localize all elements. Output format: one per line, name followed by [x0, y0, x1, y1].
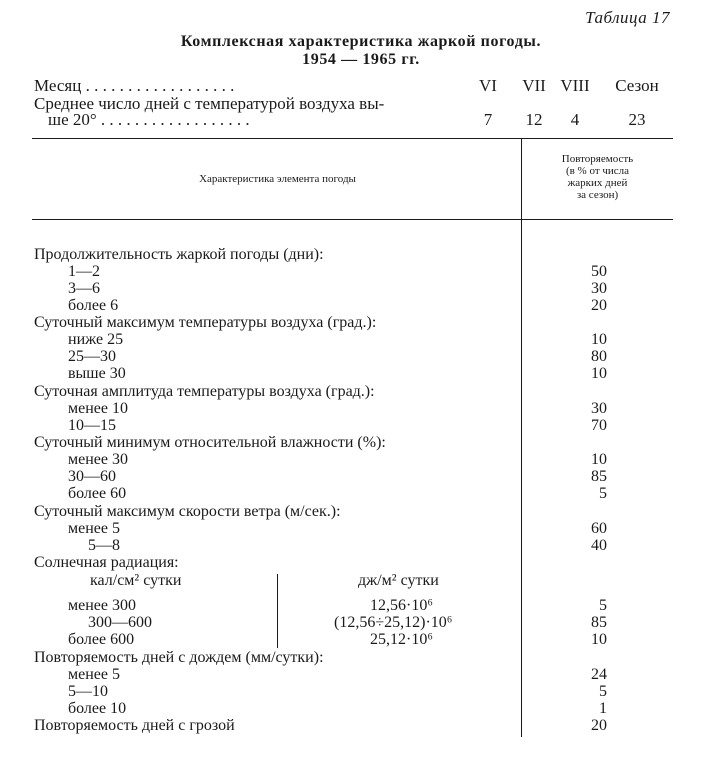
row-duration-1-2: 1—2: [68, 263, 100, 280]
row-duration-3-6: 3—6: [68, 280, 100, 297]
value-humidity-30-60: 85: [591, 468, 607, 485]
days-season: 23: [628, 110, 646, 129]
column-header-repeat-4: за сезон): [576, 189, 619, 201]
row-min-humidity: Суточный минимум относительной влажности (%):: [34, 434, 386, 451]
row-rain-below-5: менее 5: [68, 666, 120, 683]
joule-radiation-above-600: 25,12·10⁶: [370, 631, 433, 648]
row-rain-5-10: 5—10: [68, 683, 108, 700]
row-radiation-below-300: менее 300: [68, 597, 136, 614]
row-thunderstorm-days: Повторяемость дней с грозой: [34, 717, 235, 734]
row-wind-below-5: менее 5: [68, 520, 120, 537]
row-max-temp: Суточный максимум температуры воздуха (град.):: [34, 314, 377, 331]
row-max-temp-above-30: выше 30: [68, 365, 126, 382]
value-duration-over-6: 20: [591, 297, 607, 314]
value-radiation-300-600: 85: [591, 614, 607, 631]
days-label-line1: Среднее число дней с температурой воздуха вы-: [34, 94, 385, 113]
value-humidity-below-30: 10: [591, 451, 607, 468]
value-rain-below-5: 24: [591, 666, 607, 683]
value-wind-below-5: 60: [591, 520, 607, 537]
radiation-unit-joule: дж/м² сутки: [358, 572, 439, 589]
row-amplitude-below-10: менее 10: [68, 400, 128, 417]
value-humidity-above-60: 5: [599, 485, 607, 502]
row-rain-days: Повторяемость дней с дождем (мм/сутки):: [34, 649, 324, 666]
column-header-repeat-2: (в % от числа: [565, 165, 630, 177]
value-amplitude-10-15: 70: [591, 417, 607, 434]
days-label-line2: ше 20° . . . . . . . . . . . . . . . . . .: [48, 110, 250, 129]
value-duration-1-2: 50: [591, 263, 607, 280]
row-radiation-above-600: более 600: [68, 631, 135, 648]
row-solar-radiation: Солнечная радиация:: [34, 554, 179, 571]
month-vii: VII: [522, 76, 546, 95]
row-max-wind: Суточный максимум скорости ветра (м/сек.):: [34, 503, 341, 520]
row-humidity-above-60: более 60: [68, 485, 127, 502]
radiation-unit-cal: кал/см² сутки: [90, 572, 182, 589]
month-vi: VI: [479, 76, 497, 95]
table-title: Комплексная характеристика жаркой погоды.: [180, 33, 542, 50]
column-header-characteristic: Характеристика элемента погоды: [199, 173, 356, 185]
season-header: Сезон: [615, 76, 659, 95]
value-rain-5-10: 5: [599, 683, 607, 700]
row-temp-amplitude: Суточная амплитуда температуры воздуха (град.):: [34, 383, 375, 400]
row-humidity-30-60: 30—60: [68, 468, 116, 485]
value-radiation-above-600: 10: [591, 631, 607, 648]
value-rain-above-10: 1: [599, 700, 607, 717]
row-wind-5-8: 5—8: [88, 537, 120, 554]
value-max-temp-below-25: 10: [591, 331, 607, 348]
value-duration-3-6: 30: [591, 280, 607, 297]
joule-radiation-300-600: (12,56÷25,12)·10⁶: [334, 614, 453, 631]
radiation-units-divider: [277, 574, 278, 648]
row-max-temp-below-25: ниже 25: [68, 331, 124, 348]
table-top-rule: [32, 138, 673, 139]
joule-radiation-below-300: 12,56·10⁶: [370, 597, 433, 614]
month-viii: VIII: [560, 76, 590, 95]
month-label: Месяц . . . . . . . . . . . . . . . . . .: [34, 76, 235, 95]
row-amplitude-10-15: 10—15: [68, 417, 116, 434]
row-humidity-below-30: менее 30: [68, 451, 128, 468]
value-radiation-below-300: 5: [599, 597, 607, 614]
value-max-temp-25-30: 80: [591, 348, 607, 365]
table-number: Таблица 17: [585, 8, 670, 27]
table-header-rule: [32, 219, 673, 220]
column-header-repeat-3: жарких дней: [567, 177, 628, 189]
value-amplitude-below-10: 30: [591, 400, 607, 417]
row-duration: Продолжительность жаркой погоды (дни):: [34, 246, 324, 263]
days-vii: 12: [525, 110, 543, 129]
days-viii: 4: [570, 110, 580, 129]
column-divider: [521, 139, 522, 737]
value-wind-5-8: 40: [591, 537, 607, 554]
row-duration-over-6: более 6: [68, 297, 119, 314]
value-max-temp-above-30: 10: [591, 365, 607, 382]
column-header-repeat-1: Повторяемость: [561, 153, 634, 165]
row-max-temp-25-30: 25—30: [68, 348, 116, 365]
table-period: 1954 — 1965 гг.: [302, 51, 420, 68]
row-rain-above-10: более 10: [68, 700, 127, 717]
value-thunderstorm-days: 20: [591, 717, 607, 734]
row-radiation-300-600: 300—600: [88, 614, 152, 631]
days-vi: 7: [483, 110, 493, 129]
